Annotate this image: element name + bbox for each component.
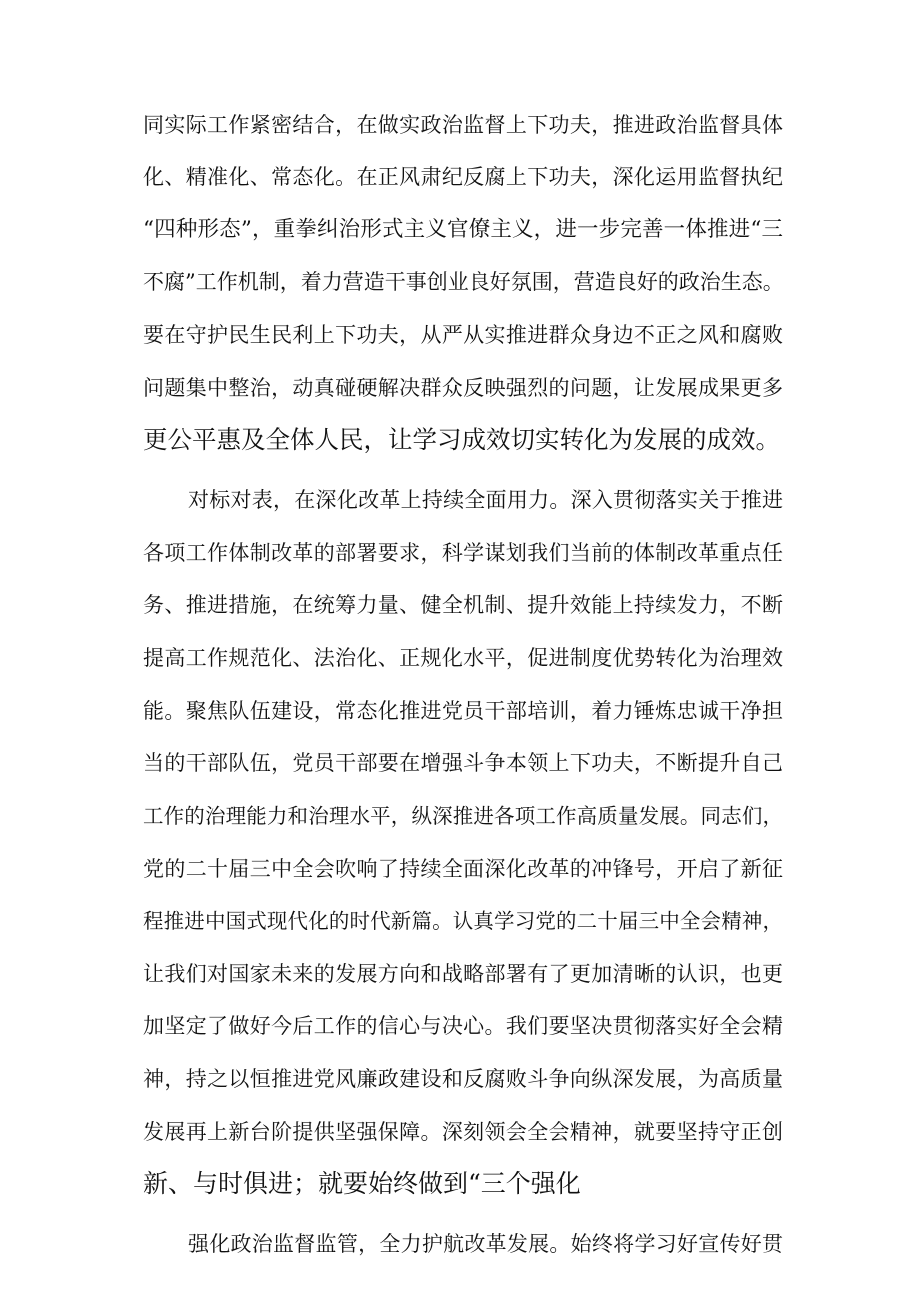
text-line: 工作的治理能力和治理水平，纵深推进各项工作高质量发展。同志们， [143,804,783,828]
text-line: 新、与时俱进；就要始终做到“三个强化 [143,1169,581,1198]
text-line: 更公平惠及全体人民，让学习成效切实转化为发展的成效。 [143,425,780,454]
text-line: 党的二十届三中全会吹响了持续全面深化改革的冲锋号，开启了新征 [143,857,783,881]
text-line: 当的干部队伍，党员干部要在增强斗争本领上下功夫，不断提升自己 [143,751,783,775]
text-line: 不腐”工作机制，着力营造干事创业良好氛围，营造良好的政治生态。 [143,270,784,294]
text-line: 加坚定了做好今后工作的信心与决心。我们要坚决贯彻落实好全会精 [143,1014,783,1038]
text-line: 强化政治监督监管，全力护航改革发展。始终将学习好宣传好贯 [188,1232,783,1256]
text-line: 能。聚焦队伍建设，常态化推进党员干部培训，着力锤炼忠诚干净担 [143,699,783,723]
text-line: 神，持之以恒推进党风廉政建设和反腐败斗争向纵深发展，为高质量 [143,1067,783,1091]
text-line: 发展再上新台阶提供坚强保障。深刻领会全会精神，就要坚持守正创 [143,1120,783,1144]
text-line: 对标对表，在深化改革上持续全面用力。深入贯彻落实关于推进 [188,488,783,512]
text-line: 各项工作体制改革的部署要求，科学谋划我们当前的体制改革重点任 [143,541,783,565]
text-line: 同实际工作紧密结合，在做实政治监督上下功夫，推进政治监督具体 [143,113,783,137]
text-line: “四种形态”，重拳纠治形式主义官僚主义，进一步完善一体推进“三 [143,217,783,242]
text-line: 化、精准化、常态化。在正风肃纪反腐上下功夫，深化运用监督执纪 [143,165,783,189]
text-line: 让我们对国家未来的发展方向和战略部署有了更加清晰的认识，也更 [143,962,783,986]
text-line: 要在守护民生民利上下功夫，从严从实推进群众身边不正之风和腐败 [143,323,783,347]
text-line: 问题集中整治，动真碰硬解决群众反映强烈的问题，让发展成果更多 [143,376,783,400]
text-line: 务、推进措施，在统筹力量、健全机制、提升效能上持续发力，不断 [143,593,783,617]
text-line: 程推进中国式现代化的时代新篇。认真学习党的二十届三中全会精神， [143,909,783,933]
text-line: 提高工作规范化、法治化、正规化水平，促进制度优势转化为治理效 [143,646,783,670]
